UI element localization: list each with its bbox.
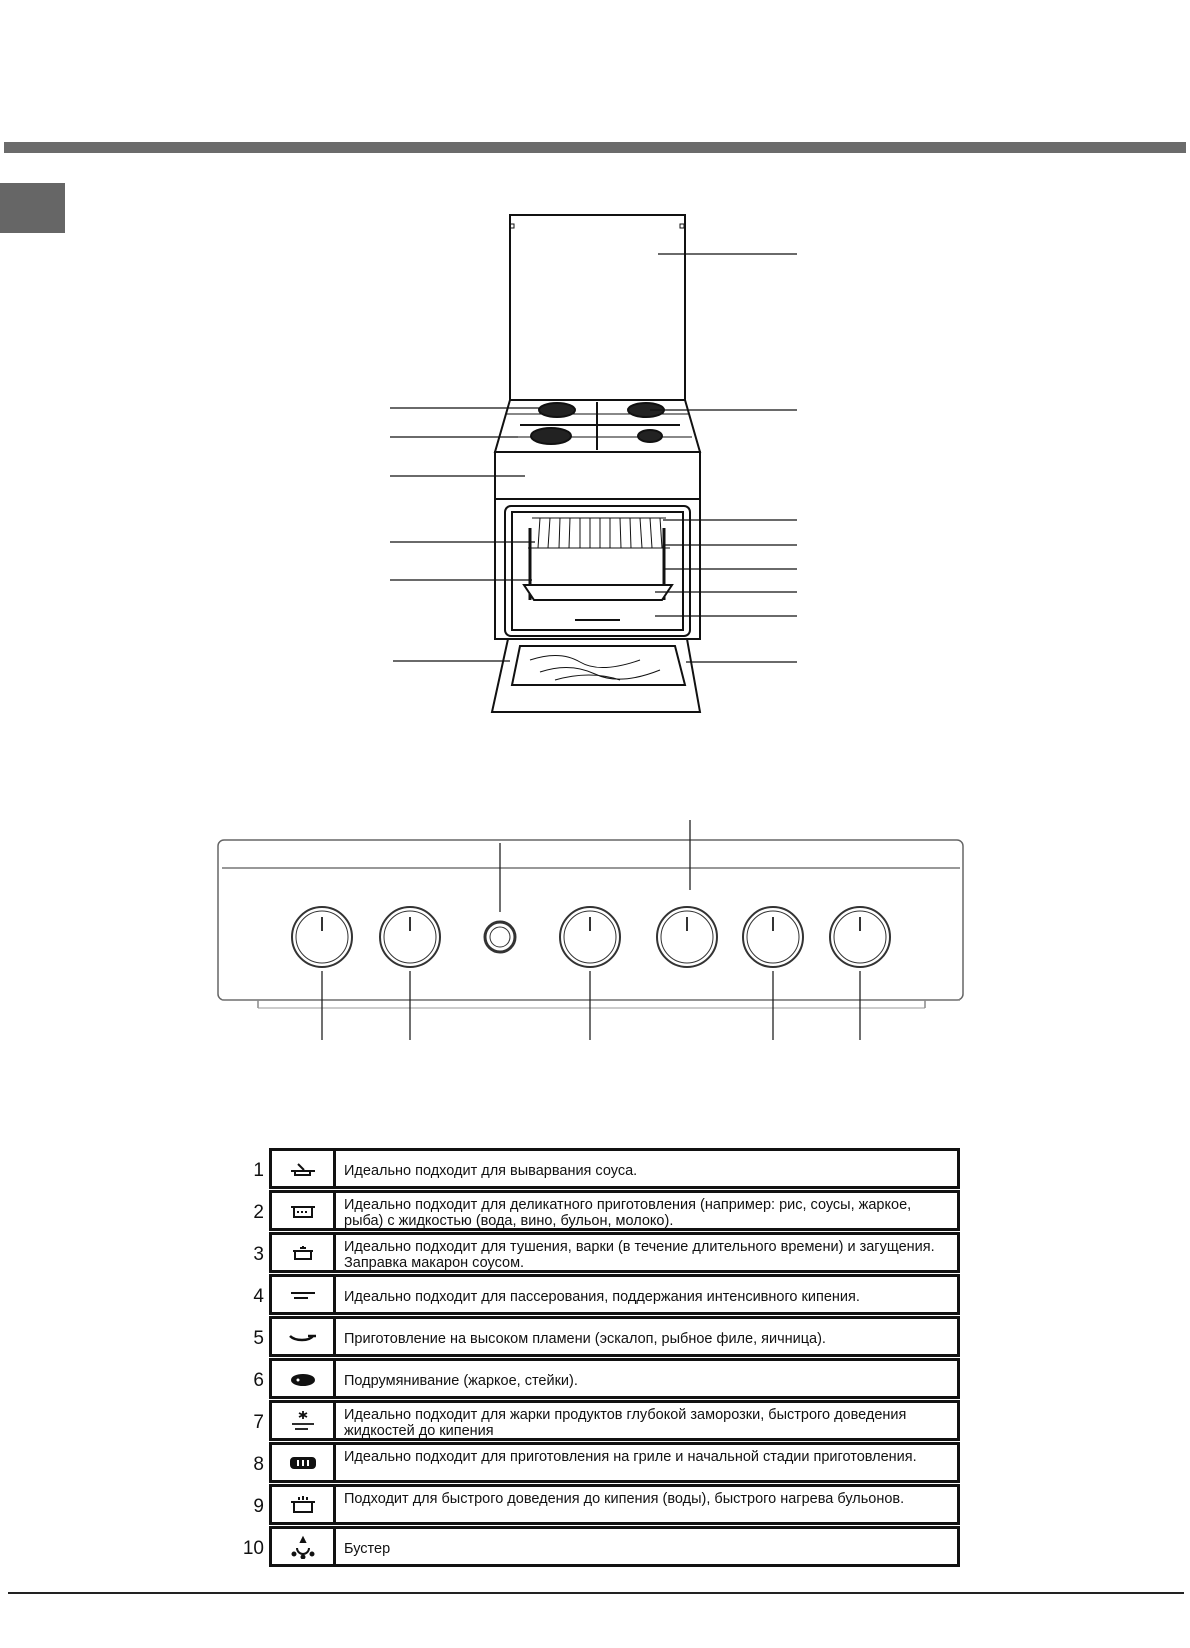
legend-description: Идеально подходит для выварвания соуса. (335, 1148, 960, 1189)
legend-row (230, 1484, 960, 1527)
legend-number: 5 (253, 1328, 264, 1349)
legend-number: 7 (253, 1412, 264, 1433)
legend-number: 9 (253, 1496, 264, 1517)
legend-row (230, 1190, 960, 1233)
legend-row (230, 1526, 960, 1569)
pot-liquid-icon (288, 1203, 318, 1219)
legend-description: Идеально подходит для деликатного приготовления (например: рис, соусы, жаркое, рыба) с жидкостью (вода, вино, бульон, молоко). (335, 1190, 960, 1231)
legend-number: 10 (242, 1538, 264, 1559)
frozen-food-icon (288, 1410, 318, 1432)
grill-icon (288, 1455, 318, 1471)
legend-description: Идеально подходит для приготовления на гриле и начальной стадии приготовления. (335, 1442, 960, 1483)
legend-number: 6 (253, 1370, 264, 1391)
legend-row (230, 1358, 960, 1401)
legend-number: 1 (253, 1160, 264, 1181)
frying-pan-icon (288, 1330, 318, 1344)
boiling-water-icon (288, 1495, 318, 1515)
legend-description: Подходит для быстрого доведения до кипения (воды), быстрого нагрева бульонов. (335, 1484, 960, 1525)
legend-description: Приготовление на высоком пламени (эскалоп, рыбное филе, яичница). (335, 1316, 960, 1357)
legend-number: 3 (253, 1244, 264, 1265)
legend-row (230, 1442, 960, 1485)
legend-row (230, 1232, 960, 1275)
legend-number: 2 (253, 1202, 264, 1223)
sauce-pan-icon (288, 1161, 318, 1177)
legend-description: Идеально подходит для жарки продуктов глубокой заморозки, быстрого доведения жидкостей до кипения (335, 1400, 960, 1441)
legend-row (230, 1400, 960, 1443)
legend-row (230, 1316, 960, 1359)
legend-number: 8 (253, 1454, 264, 1475)
roast-meat-icon (288, 1371, 318, 1387)
legend-description: Идеально подходит для пассерования, поддержания интенсивного кипения. (335, 1274, 960, 1315)
knobs (292, 907, 890, 967)
legend-description: Идеально подходит для тушения, варки (в течение длительного времени) и загущения. Заправка макарон соусом. (335, 1232, 960, 1273)
footer-rule (8, 1592, 1184, 1594)
booster-icon (288, 1535, 318, 1559)
legend-number: 4 (253, 1286, 264, 1307)
stew-pot-icon (288, 1244, 318, 1262)
legend-row (230, 1148, 960, 1191)
legend-row (230, 1274, 960, 1317)
legend-description: Подрумянивание (жаркое, стейки). (335, 1358, 960, 1399)
legend-description: Бустер (335, 1526, 960, 1567)
saute-pan-icon (288, 1288, 318, 1302)
